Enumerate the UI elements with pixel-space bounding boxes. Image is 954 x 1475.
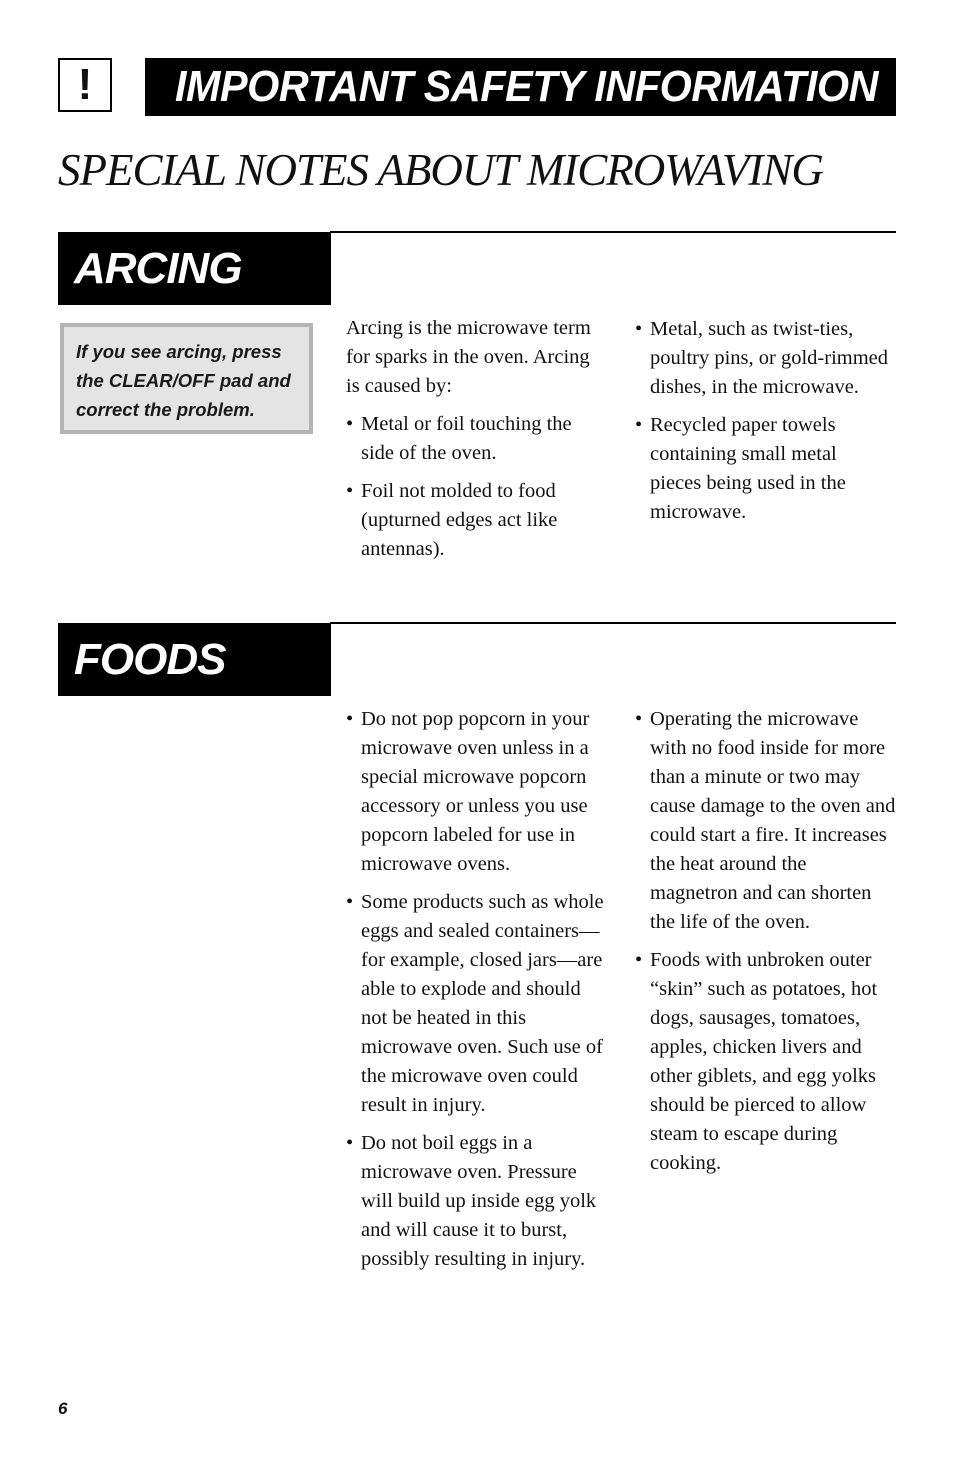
foods-divider [330, 622, 896, 624]
bullet: • [346, 1132, 354, 1154]
page-subtitle: SPECIAL NOTES ABOUT MICROWAVING [58, 145, 823, 195]
arcing-column-1 [346, 314, 608, 573]
page-number: 6 [58, 1399, 68, 1418]
arcing-divider [330, 231, 896, 233]
bullet: • [346, 708, 354, 730]
list-item: • Do not boil eggs in a microwave oven. Pressure will build up inside egg yolk and will cause it to burst, possibly resulting in injury. [346, 1129, 608, 1274]
arcing-intro: Arcing is the microwave term for sparks in the oven. Arcing is caused by: [346, 317, 591, 397]
warning-icon-box [58, 58, 112, 112]
list-item: • Foods with unbroken outer “skin” such as potatoes, hot dogs, sausages, tomatoes, apples, chicken livers and other giblets, and egg yolks should be pierced to allow steam to escape during cooking. [635, 946, 897, 1178]
foods-heading: FOODS [74, 635, 226, 684]
list-item: • Foil not molded to food (upturned edges act like antennas). [346, 477, 608, 564]
foods-column-2 [635, 705, 897, 1187]
arcing-callout [60, 323, 313, 434]
callout-line: correct the problem. [76, 399, 255, 420]
bullet: • [635, 318, 643, 340]
bullet: • [635, 949, 643, 971]
list-item: • Metal or foil touching the side of the oven. [346, 410, 608, 468]
foods-column-1 [346, 705, 608, 1283]
arcing-section-label [58, 232, 331, 305]
list-item: • Operating the microwave with no food inside for more than a minute or two may cause damage to the oven and could start a fire. It increases the heat around the magnetron and can shorten the life of the oven. [635, 705, 897, 937]
list-item: • Metal, such as twist-ties, poultry pins, or gold-rimmed dishes, in the microwave. [635, 315, 893, 402]
bullet: • [635, 414, 643, 436]
header-banner [145, 58, 896, 116]
exclamation-icon: ! [77, 60, 93, 109]
arcing-heading: ARCING [74, 244, 242, 293]
list-item: • Do not pop popcorn in your microwave oven unless in a special microwave popcorn accessory or unless you use popcorn labeled for use in microwave ovens. [346, 705, 608, 879]
bullet: • [346, 480, 354, 502]
bullet: • [346, 413, 354, 435]
bullet: • [346, 891, 354, 913]
callout-line: the CLEAR/OFF pad and [76, 370, 291, 391]
foods-section-label [58, 623, 331, 696]
bullet: • [635, 708, 643, 730]
arcing-column-2 [635, 315, 893, 536]
callout-line: If you see arcing, press [76, 341, 282, 362]
page-title: IMPORTANT SAFETY INFORMATION [175, 62, 878, 111]
list-item: • Recycled paper towels containing small metal pieces being used in the microwave. [635, 411, 893, 527]
list-item: • Some products such as whole eggs and sealed containers—for example, closed jars—are able to explode and should not be heated in this microwave oven. Such use of the microwave oven could result in injury. [346, 888, 608, 1120]
